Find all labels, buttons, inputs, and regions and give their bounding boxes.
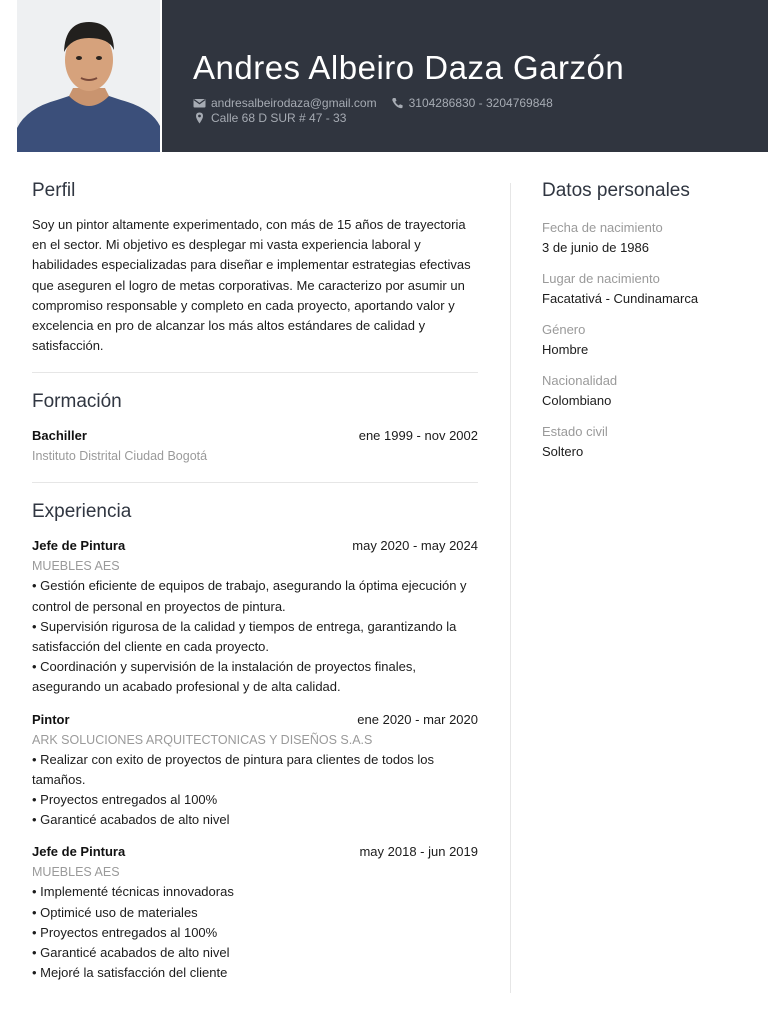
address-item xyxy=(193,111,346,125)
experience-role: Jefe de Pintura xyxy=(32,538,126,554)
experience-company: MUEBLES AES xyxy=(32,559,120,574)
email-text: andresalbeirodaza@gmail.com xyxy=(211,96,377,110)
list-item: • Proyectos entregados al 100% xyxy=(32,792,218,808)
experience-bullets xyxy=(32,576,478,697)
field-label: Lugar de nacimiento xyxy=(542,271,660,286)
email-item[interactable] xyxy=(193,96,377,110)
education-dates: ene 1999 - nov 2002 xyxy=(358,428,478,444)
section-title-profile: Perfil xyxy=(32,180,76,201)
section-title-personal: Datos personales xyxy=(542,180,690,201)
experience-company: ARK SOLUCIONES ARQUITECTONICAS Y DISEÑOS S.A.S xyxy=(32,732,373,747)
address-text: Calle 68 D SUR # 47 - 33 xyxy=(211,111,347,125)
phone-icon xyxy=(391,97,404,109)
profile-photo xyxy=(17,0,160,152)
list-item: • Gestión eficiente de equipos de trabajo, asegurando la óptima ejecución y control de personal en proyectos de pintura. xyxy=(32,578,467,614)
experience-entry-head xyxy=(32,842,478,862)
experience-entry-head xyxy=(32,536,478,556)
list-item: • Garanticé acabados de alto nivel xyxy=(32,945,230,961)
contact-row-primary xyxy=(193,96,567,110)
list-item: • Optimicé uso de materiales xyxy=(32,904,198,920)
full-name: Andres Albeiro Daza Garzón xyxy=(193,49,625,86)
section-title-education: Formación xyxy=(32,391,122,413)
list-item: • Realizar con exito de proyectos de pintura para clientes de todos los tamaños. xyxy=(32,751,435,787)
location-pin-icon xyxy=(193,112,206,124)
field-value: Soltero xyxy=(542,444,584,459)
person-photo-icon xyxy=(17,0,160,152)
column-divider xyxy=(510,183,511,993)
header-band xyxy=(162,0,768,152)
personal-field-birthplace xyxy=(542,269,742,309)
field-label: Estado civil xyxy=(542,424,608,439)
field-label: Fecha de nacimiento xyxy=(542,220,663,235)
section-divider xyxy=(32,372,478,373)
education-section xyxy=(32,387,478,466)
phone-text: 3104286830 - 3204769848 xyxy=(408,96,553,110)
field-value: Colombiano xyxy=(542,393,612,408)
cv-header xyxy=(0,0,768,152)
field-label: Nacionalidad xyxy=(542,373,618,388)
field-value: Hombre xyxy=(542,342,589,357)
list-item: • Coordinación y supervisión de la instalación de proyectos finales, asegurando un acabado profesional y de alta calidad. xyxy=(32,659,416,695)
experience-bullets xyxy=(32,882,478,983)
personal-field-marital-status xyxy=(542,422,742,462)
envelope-icon xyxy=(193,97,206,109)
education-entry xyxy=(32,426,478,466)
field-label: Género xyxy=(542,322,586,337)
list-item: • Supervisión rigurosa de la calidad y tiempos de entrega, garantizando la satisfacción del cliente en cada proyecto. xyxy=(32,618,457,655)
section-title-experience: Experiencia xyxy=(32,501,132,523)
experience-dates: ene 2020 - mar 2020 xyxy=(357,711,478,727)
contact-row-secondary xyxy=(193,111,360,125)
education-degree: Bachiller xyxy=(32,428,87,444)
experience-entry xyxy=(32,536,478,697)
list-item: • Implementé técnicas innovadoras xyxy=(32,884,234,900)
experience-role: Jefe de Pintura xyxy=(32,844,126,860)
list-item: • Garanticé acabados de alto nivel xyxy=(32,812,230,828)
experience-entry xyxy=(32,842,478,983)
field-value: Facatativá - Cundinamarca xyxy=(542,291,699,306)
experience-entry-head xyxy=(32,710,478,730)
list-item: • Mejoré la satisfacción del cliente xyxy=(32,965,228,981)
personal-field-birthdate xyxy=(542,218,742,258)
education-entry-head xyxy=(32,426,478,446)
section-divider xyxy=(32,482,478,483)
field-value: 3 de junio de 1986 xyxy=(542,240,649,255)
experience-entry xyxy=(32,710,478,831)
experience-dates: may 2020 - may 2024 xyxy=(352,538,478,554)
profile-text: Soy un pintor altamente experimentado, con más de 15 años de trayectoria en el sector. Mi objetivo es desplegar mi vasta experiencia laboral y habilidades especializadas para diseñar e implementar estrategias efectivas que aseguren el logro de metas corporativas. Me caracterizo por asumir un compromiso responsable y completo en cada proyecto, aportando valor y excelencia en pro de alcanzar los más altos estándares de calidad y satisfacción. xyxy=(32,217,471,354)
experience-dates: may 2018 - jun 2019 xyxy=(359,844,478,860)
personal-field-nationality xyxy=(542,371,742,411)
list-item: • Proyectos entregados al 100% xyxy=(32,924,218,940)
experience-bullets xyxy=(32,750,478,831)
personal-field-gender xyxy=(542,320,742,360)
sidebar-column xyxy=(542,176,742,462)
main-column xyxy=(32,176,478,983)
experience-section xyxy=(32,497,478,983)
education-institution: Instituto Distrital Ciudad Bogotá xyxy=(32,449,208,464)
experience-role: Pintor xyxy=(32,711,70,727)
profile-section xyxy=(32,176,478,356)
phone-item[interactable] xyxy=(391,96,553,110)
experience-company: MUEBLES AES xyxy=(32,865,120,880)
